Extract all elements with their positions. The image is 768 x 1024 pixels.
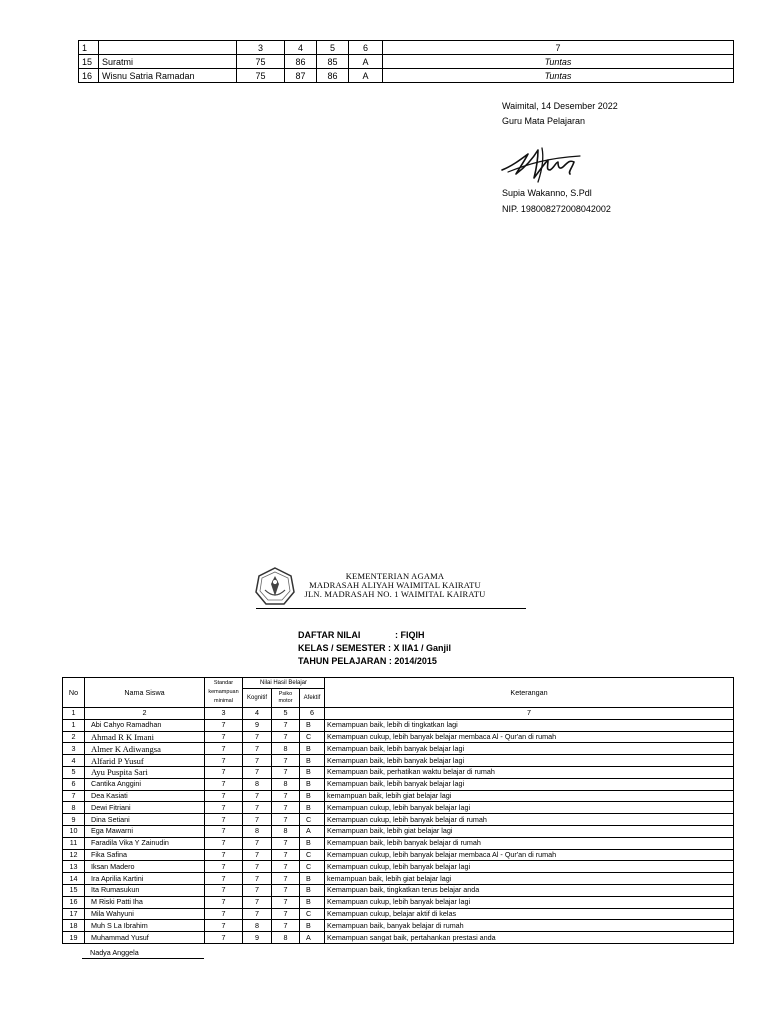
cognitive-score: 9 — [243, 932, 272, 944]
header-results: Nilai Hasil Belajar — [243, 678, 325, 689]
psychomotor-score: 8 — [272, 778, 300, 790]
remarks-cell: kemampuan baik, lebih giat belajar lagi — [325, 790, 734, 802]
min-standard-cell: 7 — [205, 755, 243, 767]
table-row — [63, 743, 734, 755]
row-number: 12 — [63, 849, 85, 861]
ministry-name: KEMENTERIAN AGAMA — [345, 571, 445, 581]
subject-line — [298, 630, 425, 640]
column-number: 4 — [243, 708, 272, 720]
table-row — [63, 790, 734, 802]
student-name: Iksan Madero — [85, 861, 205, 873]
subject-value: : FIQIH — [395, 630, 425, 640]
cognitive-score: 7 — [243, 802, 272, 814]
student-name: Mila Wahyuni — [85, 908, 205, 920]
cognitive-score: 7 — [243, 908, 272, 920]
table-row — [63, 896, 734, 908]
cognitive-score: 7 — [243, 849, 272, 861]
cognitive-score: 7 — [243, 766, 272, 778]
subject-label: DAFTAR NILAI — [298, 630, 361, 640]
column-number: 5 — [272, 708, 300, 720]
affective-grade: B — [300, 884, 325, 896]
affective-grade: B — [300, 837, 325, 849]
table-header-row — [79, 41, 734, 55]
psychomotor-score: 7 — [272, 908, 300, 920]
row-number: 15 — [79, 55, 99, 69]
affective-grade: B — [300, 873, 325, 885]
student-name: Ega Mawarni — [85, 825, 205, 837]
min-standard-cell: 7 — [205, 790, 243, 802]
table-row — [63, 766, 734, 778]
remarks-cell: Kemampuan baik, lebih banyak belajar lagi — [325, 778, 734, 790]
affective-grade: B — [300, 755, 325, 767]
teacher-nip: NIP. 198008272008042002 — [502, 204, 611, 214]
row-number: 1 — [63, 719, 85, 731]
affective-grade: B — [300, 802, 325, 814]
table-row — [79, 69, 734, 83]
student-name: Alfarid P Yusuf — [85, 755, 205, 767]
table-row — [63, 802, 734, 814]
student-name: Muh S La Ibrahim — [85, 920, 205, 932]
header-affective: Afektif — [300, 689, 325, 708]
min-standard-cell: 7 — [205, 731, 243, 743]
header-remarks: Keterangan — [325, 678, 734, 708]
psychomotor-score: 7 — [272, 755, 300, 767]
row-number: 16 — [63, 896, 85, 908]
table-row — [63, 849, 734, 861]
row-number: 11 — [63, 837, 85, 849]
table-row — [63, 873, 734, 885]
score-cell: 86 — [285, 55, 317, 69]
status-cell: Tuntas — [383, 69, 734, 83]
header-cell: 3 — [237, 41, 285, 55]
row-number: 15 — [63, 884, 85, 896]
table-row — [63, 778, 734, 790]
psychomotor-score: 7 — [272, 849, 300, 861]
affective-grade: C — [300, 731, 325, 743]
row-number: 2 — [63, 731, 85, 743]
student-name: Dina Setiani — [85, 814, 205, 826]
column-numbering-row — [63, 708, 734, 720]
min-standard-cell: 7 — [205, 825, 243, 837]
header-psychomotor — [272, 689, 300, 708]
student-name: Ahmad R K Imani — [85, 731, 205, 743]
score-cell: 87 — [285, 69, 317, 83]
cognitive-score: 7 — [243, 743, 272, 755]
affective-grade: C — [300, 814, 325, 826]
affective-grade: B — [300, 778, 325, 790]
psychomotor-score: 7 — [272, 790, 300, 802]
row-number: 10 — [63, 825, 85, 837]
extra-name-underline — [82, 958, 204, 959]
psychomotor-score: 8 — [272, 743, 300, 755]
teacher-name: Supia Wakanno, S.Pdl — [502, 188, 592, 198]
affective-grade: B — [300, 896, 325, 908]
table-row — [63, 861, 734, 873]
grade-cell: A — [349, 69, 383, 83]
remarks-cell: Kemampuan baik, banyak belajar di rumah — [325, 920, 734, 932]
affective-grade: A — [300, 825, 325, 837]
header-name: Nama Siswa — [85, 678, 205, 708]
table-row — [63, 731, 734, 743]
remarks-cell: Kemampuan cukup, belajar aktif di kelas — [325, 908, 734, 920]
min-standard-cell: 7 — [205, 814, 243, 826]
row-number: 13 — [63, 861, 85, 873]
school-address: JLN. MADRASAH NO. 1 WAIMITAL KAIRATU — [304, 589, 486, 599]
header-cognitive: Kognitif — [243, 689, 272, 708]
header-cell: 1 — [79, 41, 99, 55]
column-number: 7 — [325, 708, 734, 720]
remarks-cell: Kemampuan cukup, lebih banyak belajar membaca Al - Qur'an di rumah — [325, 849, 734, 861]
min-standard-cell: 7 — [205, 849, 243, 861]
score-cell: 86 — [317, 69, 349, 83]
student-name: Wisnu Satria Ramadan — [99, 69, 237, 83]
cognitive-score: 7 — [243, 790, 272, 802]
cognitive-score: 7 — [243, 837, 272, 849]
row-number: 17 — [63, 908, 85, 920]
cognitive-score: 7 — [243, 873, 272, 885]
cognitive-score: 8 — [243, 825, 272, 837]
header-standard-line: kemampuan — [208, 689, 239, 695]
affective-grade: B — [300, 766, 325, 778]
header-divider — [256, 608, 526, 609]
table-row — [63, 814, 734, 826]
place-date: Waimital, 14 Desember 2022 — [502, 101, 618, 111]
affective-grade: B — [300, 719, 325, 731]
student-name: Suratmi — [99, 55, 237, 69]
remarks-cell: Kemampuan baik, lebih di tingkatkan lagi — [325, 719, 734, 731]
affective-grade: B — [300, 790, 325, 802]
min-standard-cell: 7 — [205, 896, 243, 908]
status-cell: Tuntas — [383, 55, 734, 69]
cognitive-score: 7 — [243, 814, 272, 826]
remarks-cell: Kemampuan cukup, lebih banyak belajar lagi — [325, 896, 734, 908]
school-year: TAHUN PELAJARAN : 2014/2015 — [298, 656, 437, 666]
affective-grade: C — [300, 908, 325, 920]
cognitive-score: 7 — [243, 861, 272, 873]
psychomotor-score: 7 — [272, 766, 300, 778]
student-name: Fika Safina — [85, 849, 205, 861]
header-standard-line: Standar — [213, 680, 234, 686]
table-header-row — [63, 678, 734, 689]
row-number: 3 — [63, 743, 85, 755]
table-row — [63, 932, 734, 944]
table-row — [63, 908, 734, 920]
extra-student-name: Nadya Anggela — [90, 948, 139, 957]
cognitive-score: 7 — [243, 884, 272, 896]
header-cell — [99, 41, 237, 55]
cognitive-score: 7 — [243, 731, 272, 743]
remarks-cell: Kemampuan baik, lebih giat belajar lagi — [325, 825, 734, 837]
min-standard-cell: 7 — [205, 802, 243, 814]
cognitive-score: 8 — [243, 920, 272, 932]
psychomotor-score: 7 — [272, 896, 300, 908]
grades-table-body — [63, 719, 734, 943]
remarks-cell: Kemampuan baik, perhatikan waktu belajar di rumah — [325, 766, 734, 778]
psychomotor-score: 8 — [272, 932, 300, 944]
student-name: Ira Aprilia Kartini — [85, 873, 205, 885]
remarks-cell: Kemampuan baik, lebih banyak belajar lagi — [325, 755, 734, 767]
affective-grade: A — [300, 932, 325, 944]
affective-grade: C — [300, 849, 325, 861]
table-row — [63, 920, 734, 932]
score-cell: 75 — [237, 69, 285, 83]
remarks-cell: kemampuan baik, lebih giat belajar lagi — [325, 873, 734, 885]
affective-grade: B — [300, 920, 325, 932]
class-semester: KELAS / SEMESTER : X IIA1 / Ganjil — [298, 643, 452, 653]
row-number: 19 — [63, 932, 85, 944]
remarks-cell: Kemampuan cukup, lebih banyak belajar lagi — [325, 802, 734, 814]
psychomotor-score: 7 — [272, 814, 300, 826]
row-number: 7 — [63, 790, 85, 802]
score-cell: 75 — [237, 55, 285, 69]
psychomotor-score: 7 — [272, 731, 300, 743]
header-standard-line: minimal — [214, 698, 233, 704]
row-number: 4 — [63, 755, 85, 767]
min-standard-cell: 7 — [205, 873, 243, 885]
psychomotor-score: 7 — [272, 802, 300, 814]
cognitive-score: 7 — [243, 896, 272, 908]
column-number: 3 — [205, 708, 243, 720]
teacher-role: Guru Mata Pelajaran — [502, 116, 586, 126]
row-number: 9 — [63, 814, 85, 826]
min-standard-cell: 7 — [205, 766, 243, 778]
header-psychomotor-line: motor — [278, 698, 293, 704]
affective-grade: C — [300, 861, 325, 873]
student-name: Ita Rumasukun — [85, 884, 205, 896]
column-number: 1 — [63, 708, 85, 720]
column-number: 6 — [300, 708, 325, 720]
header-psychomotor-line: Psiko — [278, 691, 293, 697]
student-name: Dea Kasiati — [85, 790, 205, 802]
header-cell: 7 — [383, 41, 734, 55]
table-row — [79, 55, 734, 69]
row-number: 6 — [63, 778, 85, 790]
grade-cell: A — [349, 55, 383, 69]
header-cell: 6 — [349, 41, 383, 55]
min-standard-cell: 7 — [205, 837, 243, 849]
min-standard-cell: 7 — [205, 884, 243, 896]
student-name: Cantika Anggini — [85, 778, 205, 790]
psychomotor-score: 7 — [272, 920, 300, 932]
table-row — [63, 719, 734, 731]
cognitive-score: 9 — [243, 719, 272, 731]
psychomotor-score: 8 — [272, 825, 300, 837]
header-standard — [205, 678, 243, 708]
handwritten-signature — [498, 140, 584, 186]
remarks-cell: Kemampuan cukup, lebih banyak belajar membaca Al - Qur'an di rumah — [325, 731, 734, 743]
cognitive-score: 8 — [243, 778, 272, 790]
student-name: Abi Cahyo Ramadhan — [85, 719, 205, 731]
header-cell: 4 — [285, 41, 317, 55]
header-no: No — [63, 678, 85, 708]
student-name: Faradila Vika Y Zainudin — [85, 837, 205, 849]
remarks-cell: Kemampuan baik, tingkatkan terus belajar anda — [325, 884, 734, 896]
affective-grade: B — [300, 743, 325, 755]
row-number: 8 — [63, 802, 85, 814]
student-name: M Riski Patti Iha — [85, 896, 205, 908]
remarks-cell: Kemampuan cukup, lebih banyak belajar di rumah — [325, 814, 734, 826]
min-standard-cell: 7 — [205, 719, 243, 731]
student-name: Ayu Puspita Sari — [85, 766, 205, 778]
student-name: Muhammad Yusuf — [85, 932, 205, 944]
row-number: 14 — [63, 873, 85, 885]
remarks-cell: Kemampuan sangat baik, pertahankan prestasi anda — [325, 932, 734, 944]
table-row — [63, 825, 734, 837]
remarks-cell: Kemampuan baik, lebih banyak belajar di rumah — [325, 837, 734, 849]
row-number: 16 — [79, 69, 99, 83]
min-standard-cell: 7 — [205, 908, 243, 920]
remarks-cell: Kemampuan cukup, lebih banyak belajar lagi — [325, 861, 734, 873]
min-standard-cell: 7 — [205, 861, 243, 873]
row-number: 18 — [63, 920, 85, 932]
table-row — [63, 884, 734, 896]
min-standard-cell: 7 — [205, 743, 243, 755]
top-score-table — [78, 40, 734, 83]
psychomotor-score: 7 — [272, 861, 300, 873]
student-name: Almer K Adiwangsa — [85, 743, 205, 755]
column-number: 2 — [85, 708, 205, 720]
row-number: 5 — [63, 766, 85, 778]
psychomotor-score: 7 — [272, 884, 300, 896]
student-name: Dewi Fitriani — [85, 802, 205, 814]
remarks-cell: Kemampuan baik, lebih banyak belajar lagi — [325, 743, 734, 755]
grades-table — [62, 677, 734, 944]
psychomotor-score: 7 — [272, 837, 300, 849]
min-standard-cell: 7 — [205, 932, 243, 944]
table-row — [63, 837, 734, 849]
min-standard-cell: 7 — [205, 920, 243, 932]
score-cell: 85 — [317, 55, 349, 69]
cognitive-score: 7 — [243, 755, 272, 767]
header-cell: 5 — [317, 41, 349, 55]
min-standard-cell: 7 — [205, 778, 243, 790]
school-name: MADRASAH ALIYAH WAIMITAL KAIRATU — [309, 580, 481, 590]
psychomotor-score: 7 — [272, 873, 300, 885]
psychomotor-score: 7 — [272, 719, 300, 731]
table-row — [63, 755, 734, 767]
